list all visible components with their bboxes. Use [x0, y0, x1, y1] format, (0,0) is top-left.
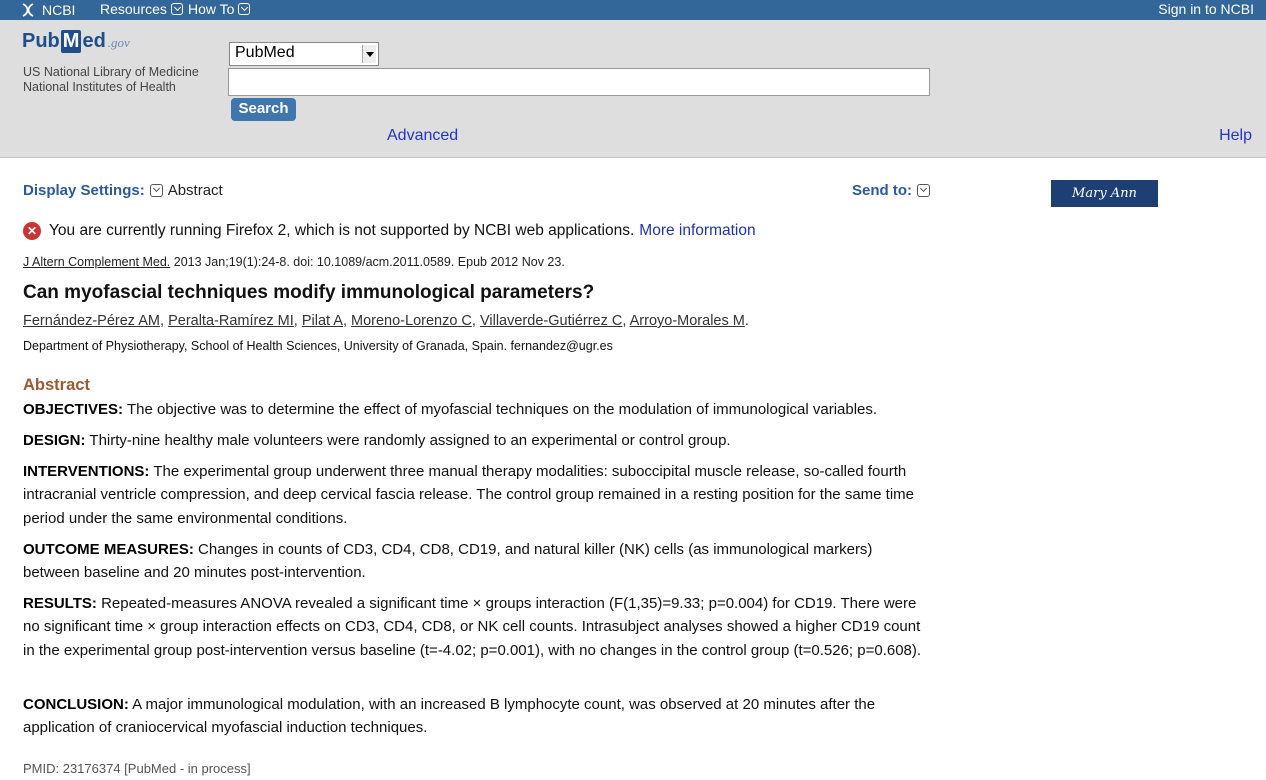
abstract-heading: Abstract: [23, 376, 90, 394]
publisher-link-logo[interactable]: Mary Ann Liebert,: [1051, 180, 1158, 207]
display-settings-label: Display Settings:: [23, 182, 145, 199]
section-label: INTERVENTIONS:: [23, 463, 150, 480]
author-link[interactable]: Fernández-Pérez AM: [23, 313, 161, 329]
more-information-link[interactable]: More information: [639, 222, 756, 239]
help-link[interactable]: Help: [1219, 127, 1252, 144]
dropdown-arrow-icon: [362, 45, 376, 63]
section-text: The experimental group underwent three manual therapy modalities: suboccipital muscle release, so-called fourth intracranial ventricle compression, and deep cervical fascia release. The control group remained in a resting position for the same time period under the same environmental conditions.: [23, 463, 915, 527]
author-list: Fernández-Pérez AM, Peralta-Ramírez MI, Pilat A, Moreno-Lorenzo C, Villaverde-Gutiérrez C, Arroyo-Morales M.: [23, 313, 749, 329]
database-select[interactable]: [229, 42, 379, 66]
logo-text-pub: Pub: [22, 30, 60, 52]
article-title: Can myofascial techniques modify immunological parameters?: [23, 282, 595, 303]
abstract-section: [23, 398, 933, 421]
section-label: OBJECTIVES:: [23, 401, 124, 418]
chevron-down-icon: [171, 3, 183, 15]
pubmed-logo[interactable]: [22, 30, 130, 53]
display-settings-value: Abstract: [167, 182, 223, 199]
advanced-search-link[interactable]: Advanced: [387, 127, 459, 144]
logo-text-ed: ed: [82, 30, 106, 52]
resources-menu[interactable]: [100, 1, 183, 17]
org-line-2: National Institutes of Health: [23, 80, 176, 94]
ncbi-logo[interactable]: [20, 0, 75, 20]
section-label: RESULTS:: [23, 595, 97, 612]
search-header: [0, 20, 1266, 158]
citation-line: [23, 255, 565, 269]
display-settings[interactable]: [23, 182, 223, 199]
section-text: Repeated-measures ANOVA revealed a significant time × groups interaction (F(1,35)=9.33; p=0.004) for CD19. There were no significant time × group interaction effects on CD3, CD4, CD8, or NK cell counts. Intrasubject analyses showed a higher CD19 count in the experimental group post-intervention versus baseline (t=-4.02; p=0.001), with no changes in the control group (t=0.526; p=0.608).: [23, 595, 922, 659]
resources-label: Resources: [100, 1, 167, 17]
section-text: A major immunological modulation, with an increased B lymphocyte count, was observed at 20 minutes after the application of craniocervical myofascial induction techniques.: [23, 696, 876, 737]
howto-label: How To: [188, 1, 235, 17]
top-nav-bar: [0, 0, 1266, 20]
section-text: Changes in counts of CD3, CD4, CD8, CD19, and natural killer (NK) cells (as immunological markers) between baseline and 20 minutes post-intervention.: [23, 541, 873, 582]
section-label: CONCLUSION:: [23, 696, 129, 713]
send-to-label: Send to:: [852, 182, 912, 199]
org-line-1: US National Library of Medicine: [23, 65, 199, 79]
browser-warning: [23, 222, 756, 240]
author-link[interactable]: Arroyo-Morales M: [629, 313, 745, 329]
abstract-section: [23, 460, 933, 530]
ncbi-helix-icon: [20, 2, 36, 18]
search-button[interactable]: Search: [231, 98, 296, 121]
abstract-section: [23, 538, 933, 585]
section-text: Thirty-nine healthy male volunteers were randomly assigned to an experimental or control group.: [89, 432, 731, 449]
pmid-status: PMID: 23176374 [PubMed - in process]: [23, 761, 251, 776]
chevron-down-icon: [238, 3, 250, 15]
journal-link[interactable]: J Altern Complement Med.: [23, 255, 171, 269]
author-link[interactable]: Pilat A: [301, 313, 343, 329]
abstract-section: [23, 693, 933, 740]
ncbi-brand-text: NCBI: [42, 2, 76, 18]
organization-info: [23, 65, 199, 95]
citation-details: 2013 Jan;19(1):24-8. doi: 10.1089/acm.2011.0589. Epub 2012 Nov 23.: [173, 255, 565, 269]
chevron-down-icon: [150, 184, 163, 197]
warning-text: You are currently running Firefox 2, which is not supported by NCBI web applications.: [49, 222, 635, 239]
section-label: DESIGN:: [23, 432, 86, 449]
error-icon: ✕: [23, 222, 41, 240]
abstract-section: [23, 592, 933, 662]
section-label: OUTCOME MEASURES:: [23, 541, 194, 558]
author-link[interactable]: Peralta-Ramírez MI: [168, 313, 294, 329]
author-link[interactable]: Villaverde-Gutiérrez C: [479, 313, 623, 329]
author-link[interactable]: Moreno-Lorenzo C: [351, 313, 472, 329]
send-to-menu[interactable]: [852, 182, 930, 199]
logo-text-m: M: [62, 30, 80, 52]
section-text: The objective was to determine the effect of myofascial techniques on the modulation of immunological variables.: [126, 401, 878, 418]
logo-text-gov: .gov: [107, 35, 130, 50]
howto-menu[interactable]: [188, 1, 250, 17]
search-input[interactable]: [228, 68, 930, 96]
affiliation: Department of Physiotherapy, School of Health Sciences, University of Granada, Spain. fernandez@ugr.es: [23, 339, 613, 353]
abstract-section: [23, 429, 933, 452]
chevron-down-icon: [917, 184, 930, 197]
sign-in-link[interactable]: Sign in to NCBI: [1158, 1, 1254, 17]
database-select-value: PubMed: [235, 44, 295, 61]
